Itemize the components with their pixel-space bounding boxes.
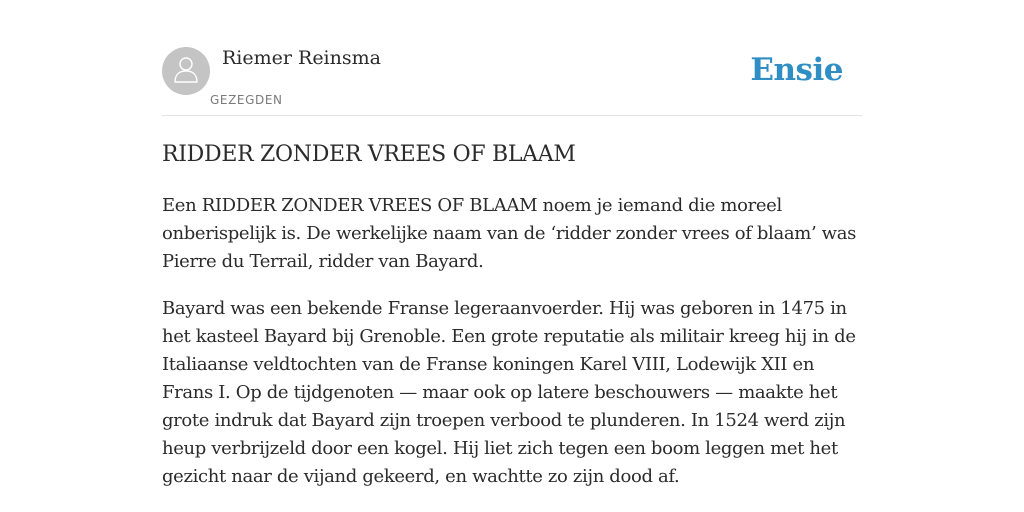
page (162, 0, 862, 512)
article-paragraph: Bayard was een bekende Franse legeraanvoerder. Hij was geboren in 1475 in het kasteel Bayard bij Grenoble. Een grote reputatie als militair kreeg hij in de Italiaanse veldtochten van de Franse koningen Karel VIII, Lodewijk XII en Frans I. Op de tijdgenoten — maar ook op latere beschouwers — maakte het grote indruk dat Bayard zijn troepen verbood te plunderen. In 1524 werd zijn heup verbrijzeld door een kogel. Hij liet zich tegen een boom leggen met het gezicht naar de vijand gekeerd, en wachtte zo zijn dood af. (162, 298, 856, 487)
article-body (162, 192, 862, 510)
article-paragraph: Een RIDDER ZONDER VREES OF BLAAM noem je iemand die moreel onberispelijk is. De werkelijke naam van de ‘ridder zonder vrees of blaam’ was Pierre du Terrail, ridder van Bayard. (162, 195, 857, 272)
avatar[interactable] (162, 47, 210, 95)
author-name[interactable]: Riemer Reinsma (222, 47, 381, 69)
article-title: RIDDER ZONDER VREES OF BLAAM (162, 142, 576, 167)
header (162, 0, 862, 116)
user-icon (172, 54, 200, 88)
ensie-logo[interactable]: Ensie (750, 52, 843, 88)
category-label[interactable]: GEZEGDEN (210, 93, 283, 107)
